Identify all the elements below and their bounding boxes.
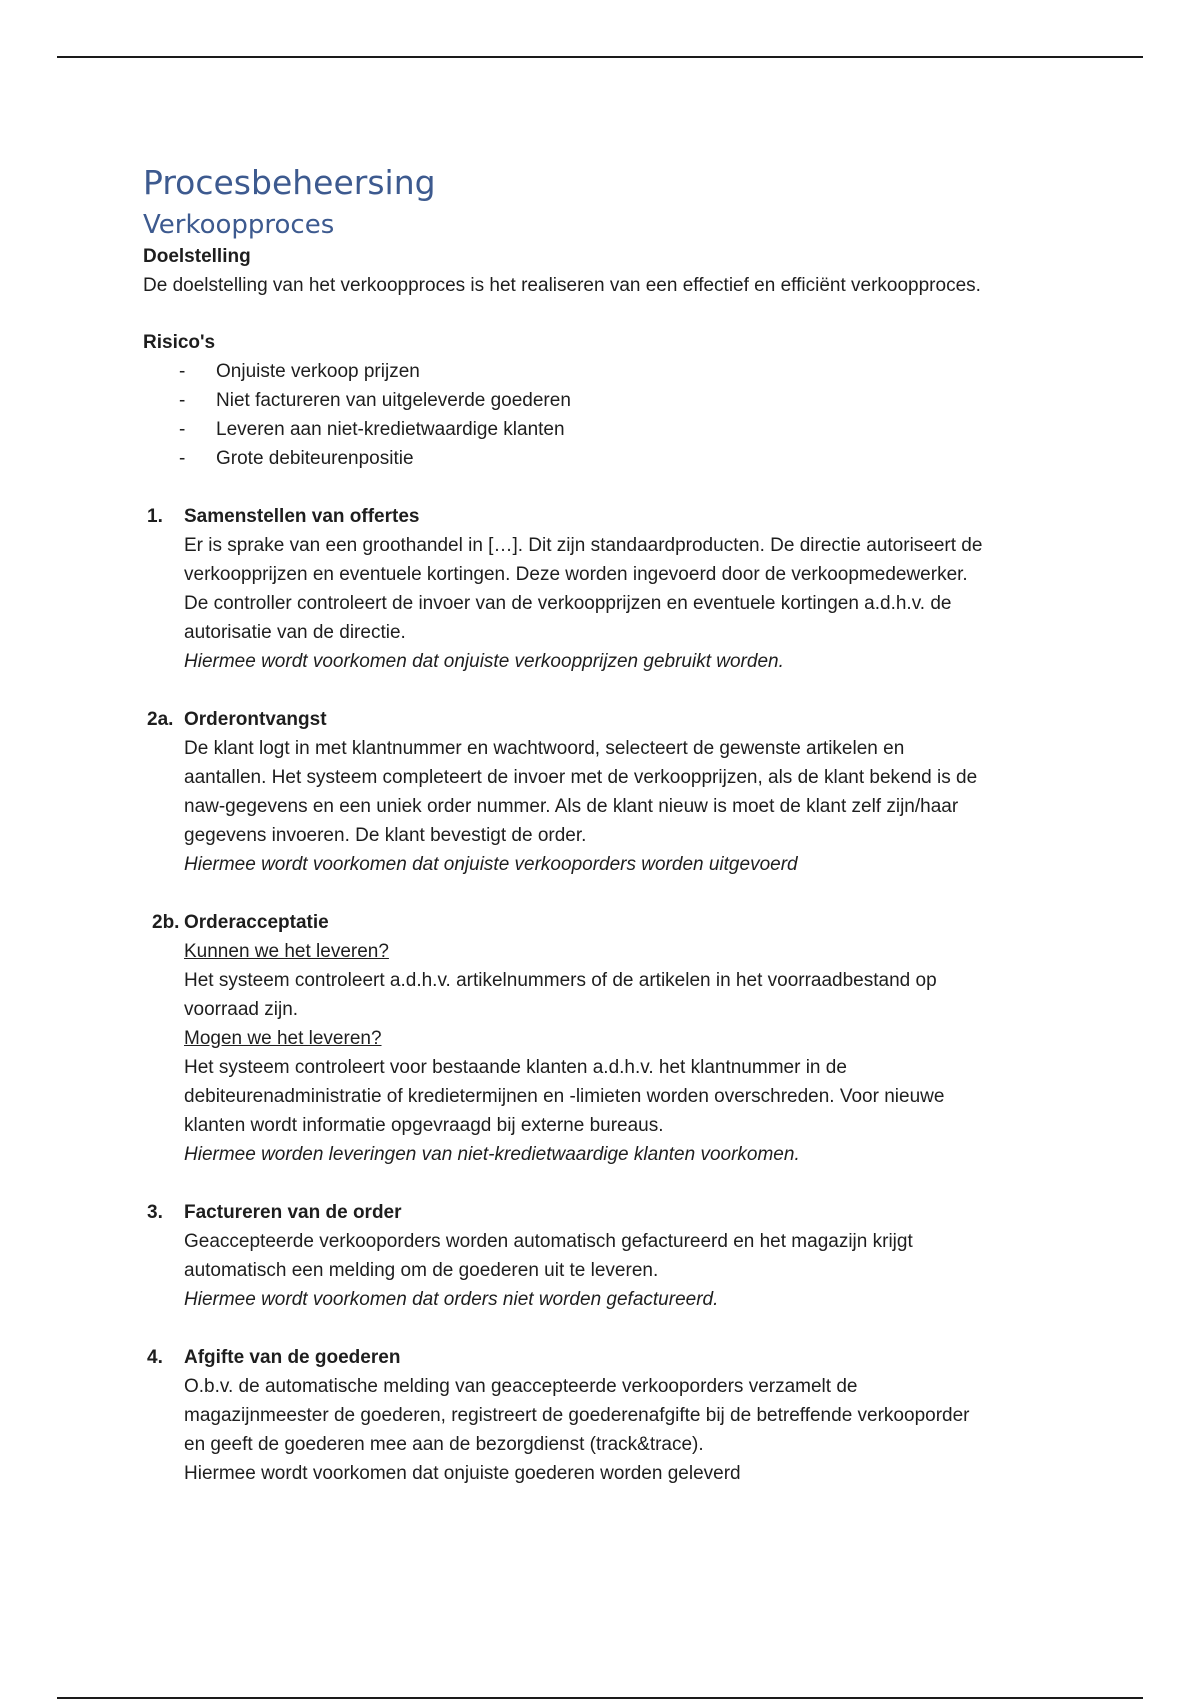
step-conclusion: Hiermee wordt voorkomen dat orders niet worden gefactureerd. <box>184 1289 719 1310</box>
risk-text: Grote debiteurenpositie <box>216 448 414 469</box>
step-line: naw-gegevens en een uniek order nummer. Als de klant nieuw is moet de klant zelf zijn/haar <box>184 796 959 817</box>
dash-bullet: - <box>179 390 186 411</box>
step-number: 4. <box>147 1347 163 1368</box>
step-number: 2b. <box>152 912 180 933</box>
step-body <box>143 1227 1063 1314</box>
step-2a <box>143 705 1063 879</box>
subquestion-heading: Mogen we het leveren? <box>184 1028 382 1049</box>
step-2b <box>143 908 1063 1169</box>
step-line: automatisch een melding om de goederen uit te leveren. <box>184 1260 659 1281</box>
step-3 <box>143 1198 1063 1314</box>
list-item <box>179 444 1063 473</box>
step-line: gegevens invoeren. De klant bevestigt de order. <box>184 825 587 846</box>
risks-list <box>143 357 1063 473</box>
step-heading: Samenstellen van offertes <box>184 506 420 527</box>
step-line: klanten wordt informatie opgevraagd bij externe bureaus. <box>184 1115 664 1136</box>
step-conclusion: Hiermee wordt voorkomen dat onjuiste goederen worden geleverd <box>184 1463 741 1484</box>
step-line: magazijnmeester de goederen, registreert de goederenafgifte bij de betreffende verkooporder <box>184 1405 970 1426</box>
top-rule <box>57 56 1143 58</box>
step-line: autorisatie van de directie. <box>184 622 406 643</box>
step-line: De klant logt in met klantnummer en wachtwoord, selecteert de gewenste artikelen en <box>184 738 905 759</box>
step-line: verkoopprijzen en eventuele kortingen. Deze worden ingevoerd door de verkoopmedewerker. <box>184 564 968 585</box>
document-subtitle: Verkoopproces <box>143 210 335 240</box>
document-title: Procesbeheersing <box>143 163 436 202</box>
dash-bullet: - <box>179 448 186 469</box>
doelstelling-heading: Doelstelling <box>143 246 251 267</box>
step-heading: Orderontvangst <box>184 709 327 730</box>
step-line: O.b.v. de automatische melding van geaccepteerde verkooporders verzamelt de <box>184 1376 858 1397</box>
step-heading: Orderacceptatie <box>184 912 329 933</box>
list-item <box>179 415 1063 444</box>
dash-bullet: - <box>179 419 186 440</box>
step-conclusion: Hiermee worden leveringen van niet-kredietwaardige klanten voorkomen. <box>184 1144 800 1165</box>
step-line: Er is sprake van een groothandel in […]. Dit zijn standaardproducten. De directie autoriseert de <box>184 535 983 556</box>
step-1 <box>143 502 1063 676</box>
bottom-rule <box>57 1697 1143 1699</box>
step-line: Het systeem controleert voor bestaande klanten a.d.h.v. het klantnummer in de <box>184 1057 847 1078</box>
risk-text: Niet factureren van uitgeleverde goederen <box>216 390 571 411</box>
step-number: 3. <box>147 1202 163 1223</box>
dash-bullet: - <box>179 361 186 382</box>
step-line: en geeft de goederen mee aan de bezorgdienst (track&trace). <box>184 1434 704 1455</box>
step-line: voorraad zijn. <box>184 999 299 1020</box>
step-line: debiteurenadministratie of kredietermijnen en -limieten worden overschreden. Voor nieuwe <box>184 1086 945 1107</box>
step-4 <box>143 1343 1063 1488</box>
list-item <box>179 386 1063 415</box>
document-page <box>143 162 1063 1488</box>
subquestion-heading: Kunnen we het leveren? <box>184 941 389 962</box>
step-conclusion: Hiermee wordt voorkomen dat onjuiste verkooporders worden uitgevoerd <box>184 854 798 875</box>
step-line: Het systeem controleert a.d.h.v. artikelnummers of de artikelen in het voorraadbestand op <box>184 970 937 991</box>
step-body <box>143 734 1063 879</box>
step-line: aantallen. Het systeem completeert de invoer met de verkoopprijzen, als de klant bekend is de <box>184 767 978 788</box>
step-number: 2a. <box>147 709 174 730</box>
risicos-heading: Risico's <box>143 332 216 353</box>
risk-text: Onjuiste verkoop prijzen <box>216 361 420 382</box>
step-line: De controller controleert de invoer van de verkoopprijzen en eventuele kortingen a.d.h.v. de <box>184 593 952 614</box>
step-body <box>143 937 1063 1169</box>
doelstelling-text: De doelstelling van het verkoopproces is het realiseren van een effectief en efficiënt verkoopproces. <box>143 275 981 296</box>
step-conclusion: Hiermee wordt voorkomen dat onjuiste verkoopprijzen gebruikt worden. <box>184 651 784 672</box>
step-heading: Afgifte van de goederen <box>184 1347 401 1368</box>
risk-text: Leveren aan niet-kredietwaardige klanten <box>216 419 565 440</box>
step-body <box>143 1372 1063 1488</box>
step-body <box>143 531 1063 676</box>
list-item <box>179 357 1063 386</box>
step-line: Geaccepteerde verkooporders worden automatisch gefactureerd en het magazijn krijgt <box>184 1231 913 1252</box>
step-number: 1. <box>147 506 163 527</box>
step-heading: Factureren van de order <box>184 1202 402 1223</box>
